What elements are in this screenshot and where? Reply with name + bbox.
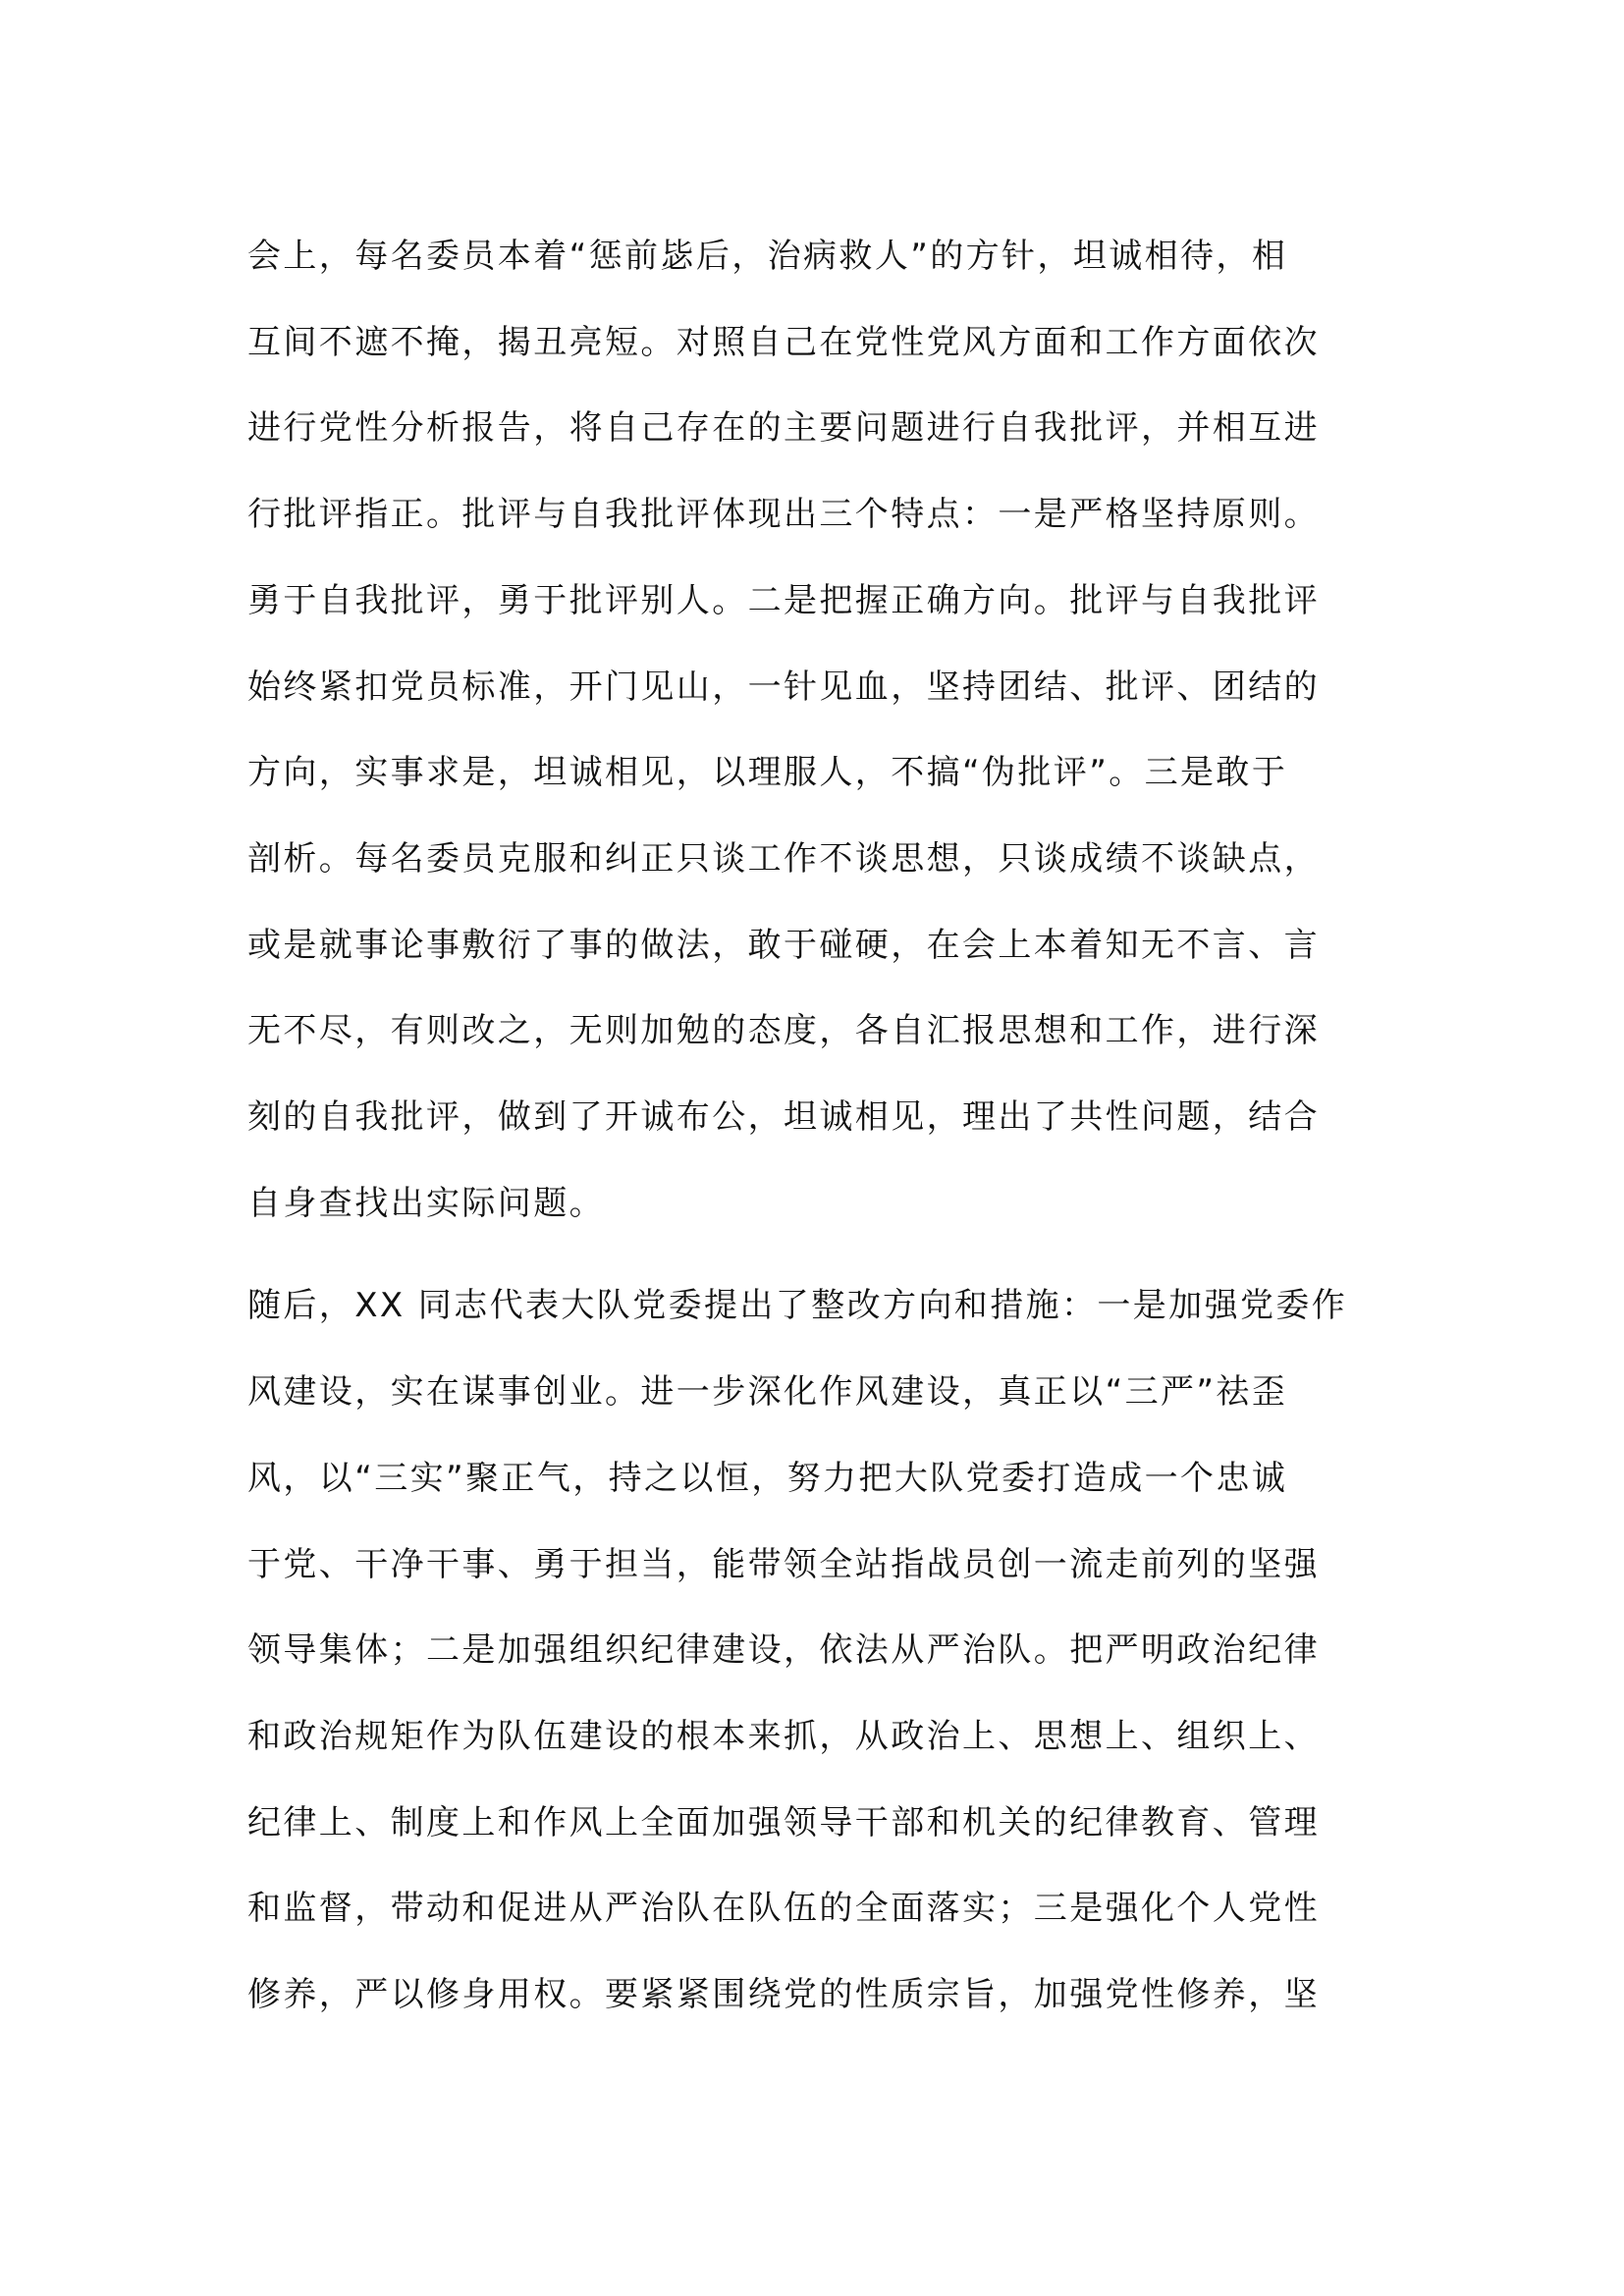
text-line: 无不尽，有则改之，无则加勉的态度，各自汇报思想和工作，进行深 [247,1011,1320,1051]
text-line: 领导集体；二是加强组织纪律建设，依法从严治队。把严明政治纪律 [247,1630,1320,1671]
text-line: 会上，每名委员本着“惩前毖后，治病救人”的方针，坦诚相待，相 [247,237,1288,276]
text-line: 随后，XX 同志代表大队党委提出了整改方向和措施：一是加强党委作 [247,1286,1348,1326]
document-page [247,214,1386,2056]
text-line: 进行党性分析报告，将自己存在的主要问题进行自我批评，并相互进 [247,408,1320,449]
text-line: 风，以“三实”聚正气，持之以恒，努力把大队党委打造成一个忠诚 [247,1458,1288,1498]
text-line: 互间不遮不掩，揭丑亮短。对照自己在党性党风方面和工作方面依次 [247,322,1320,362]
paragraph-1 [247,214,1386,1247]
paragraph-2 [247,1263,1386,2038]
text-line: 刻的自我批评，做到了开诚布公，坦诚相见，理出了共性问题，结合 [247,1097,1320,1138]
text-line: 或是就事论事敷衍了事的做法，敢于碰硬，在会上本着知无不言、言 [247,925,1320,965]
text-line: 自身查找出实际问题。 [247,1183,605,1223]
text-line: 风建设，实在谋事创业。进一步深化作风建设，真正以“三严”祛歪 [247,1372,1288,1413]
text-line: 和监督，带动和促进从严治队在队伍的全面落实；三是强化个人党性 [247,1889,1320,1929]
text-line: 修养，严以修身用权。要紧紧围绕党的性质宗旨，加强党性修养，坚 [247,1975,1320,2015]
text-line: 方向，实事求是，坦诚相见，以理服人，不搞“伪批评”。三是敢于 [247,753,1288,793]
text-line: 纪律上、制度上和作风上全面加强领导干部和机关的纪律教育、管理 [247,1802,1320,1842]
text-line: 剖析。每名委员克服和纠正只谈工作不谈思想，只谈成绩不谈缺点， [247,838,1320,879]
text-line: 于党、干净干事、勇于担当，能带领全站指战员创一流走前列的坚强 [247,1544,1320,1584]
text-line: 勇于自我批评，勇于批评别人。二是把握正确方向。批评与自我批评 [247,580,1320,620]
text-line: 始终紧扣党员标准，开门见山，一针见血，坚持团结、批评、团结的 [247,667,1320,707]
text-line: 和政治规矩作为队伍建设的根本来抓，从政治上、思想上、组织上、 [247,1716,1320,1756]
text-line: 行批评指正。批评与自我批评体现出三个特点：一是严格坚持原则。 [247,495,1320,535]
